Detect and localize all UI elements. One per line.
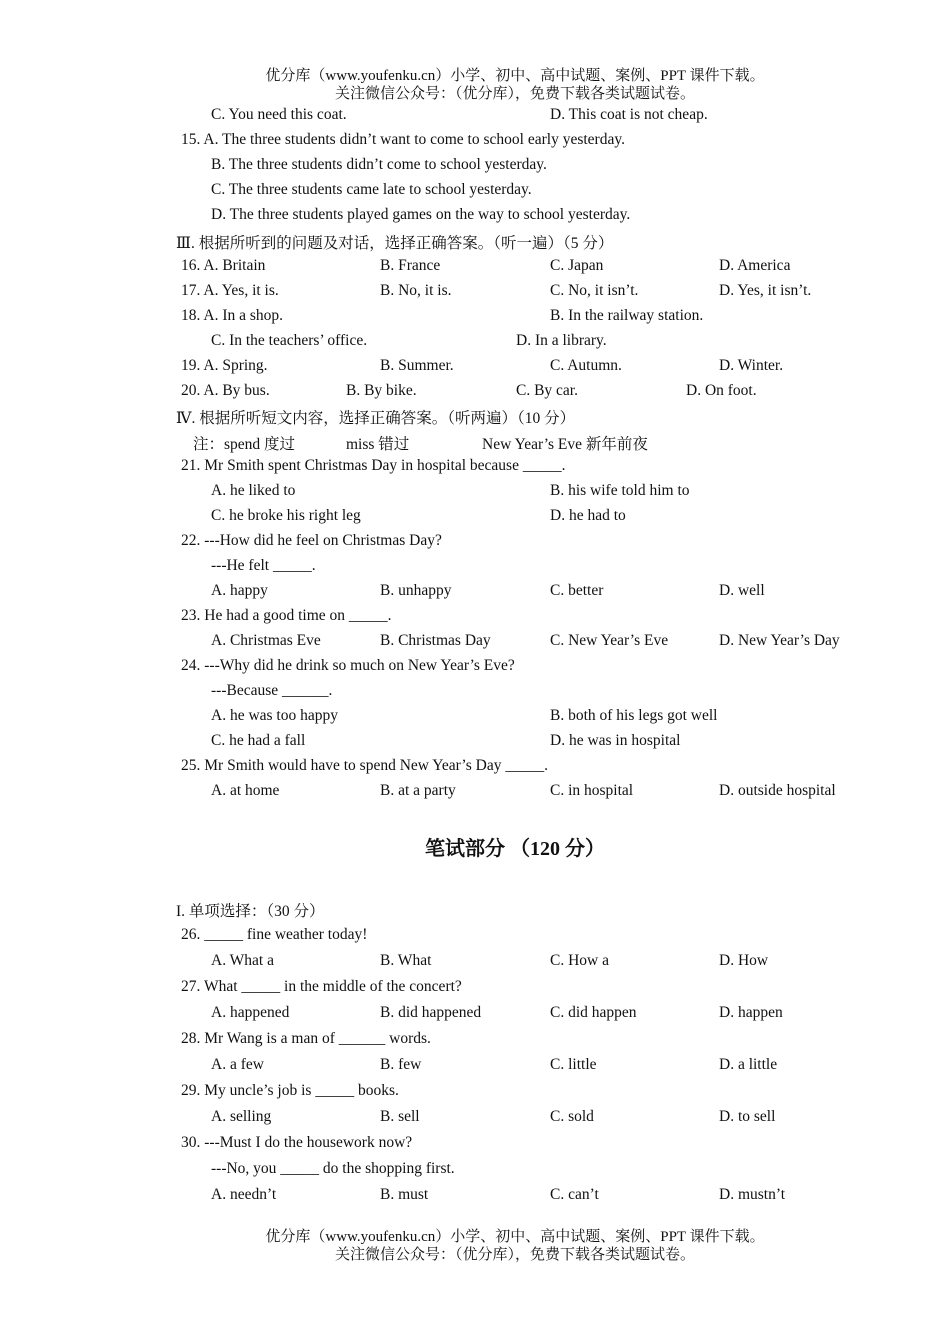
q19-option-b: B. Summer.: [380, 357, 454, 374]
q29-stem: 29. My uncle’s job is _____ books.: [181, 1082, 399, 1099]
q26-option-d: D. How: [719, 952, 769, 969]
q25-option-a: A. at home: [211, 782, 280, 799]
q23-option-b: B. Christmas Day: [380, 632, 491, 649]
q15-option-c: C. The three students came late to school yesterday.: [211, 181, 532, 198]
q20-option-d: D. On foot.: [686, 382, 757, 399]
page-footer-line1: 优分库（www.youfenku.cn）小学、初中、高中试题、案例、PPT 课件下载。: [265, 1229, 765, 1245]
q24-option-b: B. both of his legs got well: [550, 707, 718, 724]
q29-option-d: D. to sell: [719, 1108, 776, 1125]
q25-option-d: D. outside hospital: [719, 782, 836, 799]
q28-option-d: D. a little: [719, 1056, 778, 1073]
q19-option-a: 19. A. Spring.: [181, 357, 268, 374]
q24-stem2: ---Because ______.: [211, 682, 333, 699]
q20-option-a: 20. A. By bus.: [181, 382, 270, 399]
written-part-title: 笔试部分 （120 分）: [425, 838, 605, 860]
q22-stem: 22. ---How did he feel on Christmas Day?: [181, 532, 442, 549]
q15-option-b: B. The three students didn’t come to school yesterday.: [211, 156, 547, 173]
note-miss: miss 错过: [346, 436, 410, 453]
q22-option-c: C. better: [550, 582, 604, 599]
q20-option-c: C. By car.: [516, 382, 578, 399]
q14-option-c: C. You need this coat.: [211, 106, 347, 123]
q18-option-b: B. In the railway station.: [550, 307, 704, 324]
q21-option-b: B. his wife told him to: [550, 482, 690, 499]
q16-option-a: 16. A. Britain: [181, 257, 266, 274]
q25-stem: 25. Mr Smith would have to spend New Year’s Day _____.: [181, 757, 548, 774]
q21-stem: 21. Mr Smith spent Christmas Day in hospital because _____.: [181, 457, 566, 474]
q17-option-d: D. Yes, it isn’t.: [719, 282, 812, 299]
q15-option-d: D. The three students played games on the way to school yesterday.: [211, 206, 631, 223]
q22-option-d: D. well: [719, 582, 765, 599]
q24-option-c: C. he had a fall: [211, 732, 306, 749]
q14-option-d: D. This coat is not cheap.: [550, 106, 708, 123]
q30-stem: 30. ---Must I do the housework now?: [181, 1134, 413, 1151]
section4-title: Ⅳ. 根据所听短文内容，选择正确答案。（听两遍）（10 分）: [176, 410, 576, 427]
q24-option-d: D. he was in hospital: [550, 732, 681, 749]
q25-option-b: B. at a party: [380, 782, 456, 799]
q24-stem: 24. ---Why did he drink so much on New Year’s Eve?: [181, 657, 515, 674]
q30-option-c: C. can’t: [550, 1186, 599, 1203]
q27-option-c: C. did happen: [550, 1004, 637, 1021]
q21-option-a: A. he liked to: [211, 482, 296, 499]
q29-option-b: B. sell: [380, 1108, 420, 1125]
q18-option-d: D. In a library.: [516, 332, 607, 349]
q18-option-a: 18. A. In a shop.: [181, 307, 284, 324]
q30-option-a: A. needn’t: [211, 1186, 277, 1203]
q23-option-c: C. New Year’s Eve: [550, 632, 669, 649]
q17-option-b: B. No, it is.: [380, 282, 452, 299]
q16-option-d: D. America: [719, 257, 791, 274]
q27-option-b: B. did happened: [380, 1004, 482, 1021]
q26-option-b: B. What: [380, 952, 432, 969]
q21-option-c: C. he broke his right leg: [211, 507, 361, 524]
q26-stem: 26. _____ fine weather today!: [181, 926, 368, 943]
q30-option-b: B. must: [380, 1186, 429, 1203]
q28-option-c: C. little: [550, 1056, 597, 1073]
q25-option-c: C. in hospital: [550, 782, 634, 799]
q22-option-b: B. unhappy: [380, 582, 452, 599]
q19-option-c: C. Autumn.: [550, 357, 622, 374]
q27-stem: 27. What _____ in the middle of the concert?: [181, 978, 462, 995]
q18-option-c: C. In the teachers’ office.: [211, 332, 368, 349]
q28-stem: 28. Mr Wang is a man of ______ words.: [181, 1030, 431, 1047]
q16-option-c: C. Japan: [550, 257, 604, 274]
q21-option-d: D. he had to: [550, 507, 626, 524]
q28-option-a: A. a few: [211, 1056, 264, 1073]
q29-option-c: C. sold: [550, 1108, 594, 1125]
q23-option-a: A. Christmas Eve: [211, 632, 321, 649]
q29-option-a: A. selling: [211, 1108, 272, 1125]
q23-option-d: D. New Year’s Day: [719, 632, 840, 649]
q26-option-a: A. What a: [211, 952, 274, 969]
page-footer-line2: 关注微信公众号：（优分库），免费下载各类试题试卷。: [334, 1247, 695, 1263]
written-section1-title: I. 单项选择：（30 分）: [176, 903, 325, 920]
page-header-line2: 关注微信公众号：（优分库），免费下载各类试题试卷。: [334, 86, 695, 102]
section3-title: Ⅲ. 根据所听到的问题及对话，选择正确答案。（听一遍）（5 分）: [176, 235, 614, 252]
q26-option-c: C. How a: [550, 952, 609, 969]
q22-option-a: A. happy: [211, 582, 268, 599]
q27-option-a: A. happened: [211, 1004, 290, 1021]
page-header-line1: 优分库（www.youfenku.cn）小学、初中、高中试题、案例、PPT 课件下载。: [265, 68, 765, 84]
q22-stem2: ---He felt _____.: [211, 557, 316, 574]
q17-option-c: C. No, it isn’t.: [550, 282, 639, 299]
q20-option-b: B. By bike.: [346, 382, 417, 399]
note-new-years-eve: New Year’s Eve 新年前夜: [482, 436, 648, 453]
q15-option-a: 15. A. The three students didn’t want to come to school early yesterday.: [181, 131, 625, 148]
q24-option-a: A. he was too happy: [211, 707, 338, 724]
q16-option-b: B. France: [380, 257, 441, 274]
q19-option-d: D. Winter.: [719, 357, 784, 374]
q17-option-a: 17. A. Yes, it is.: [181, 282, 279, 299]
note-spend: 注：spend 度过: [193, 436, 296, 453]
q23-stem: 23. He had a good time on _____.: [181, 607, 392, 624]
q30-stem2: ---No, you _____ do the shopping first.: [211, 1160, 455, 1177]
q28-option-b: B. few: [380, 1056, 422, 1073]
q27-option-d: D. happen: [719, 1004, 783, 1021]
q30-option-d: D. mustn’t: [719, 1186, 786, 1203]
